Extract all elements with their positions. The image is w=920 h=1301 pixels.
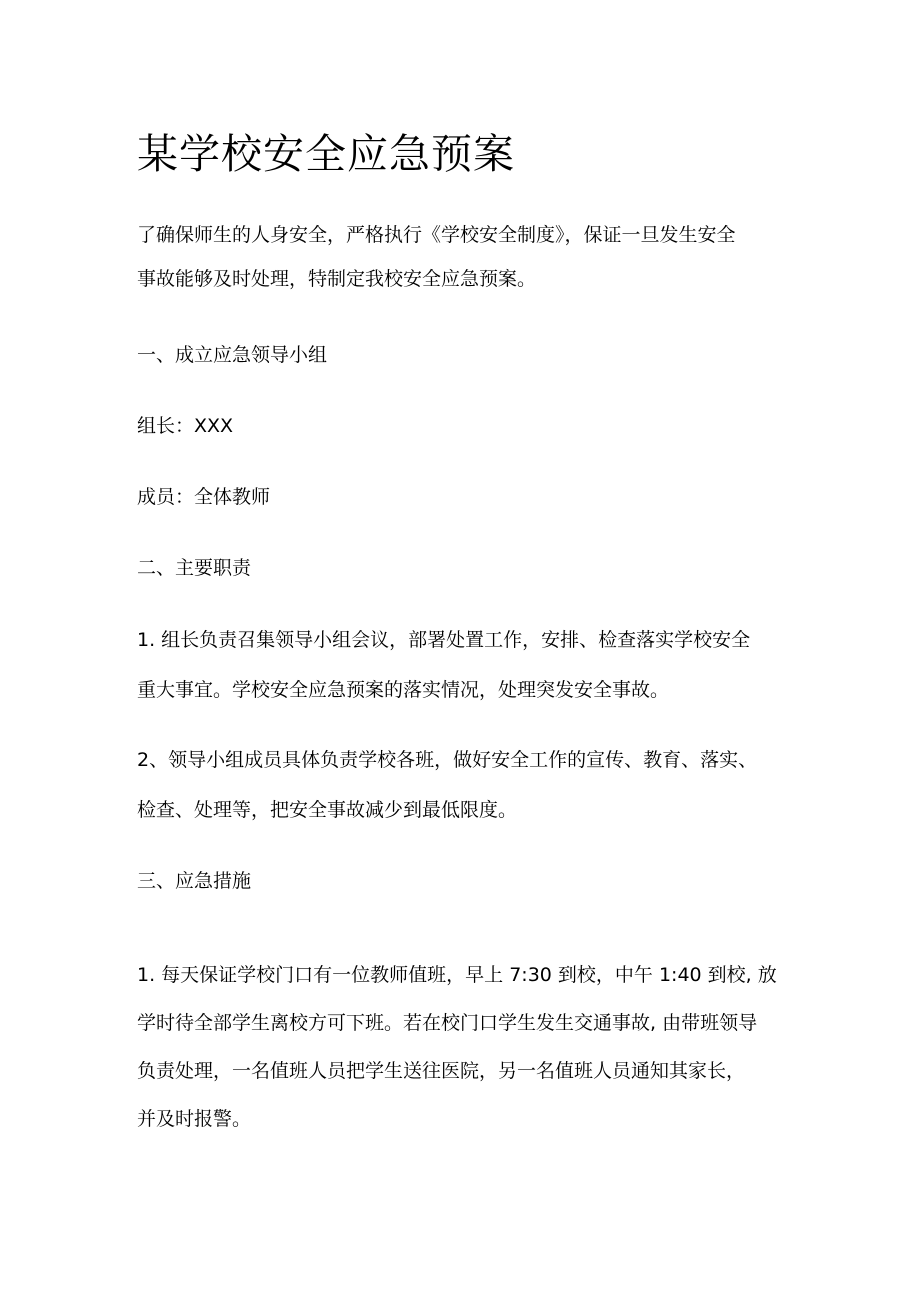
duty-item-1-line-1: 1. 组长负责召集领导小组会议，部署处置工作，安排、检查落实学校安全 — [137, 629, 751, 651]
leader-line: 组长：XXX — [137, 415, 234, 437]
duty-item-2 — [137, 747, 797, 823]
members-line: 成员：全体教师 — [137, 486, 271, 508]
measure-item-1-line-4: 并及时报警。 — [137, 1108, 252, 1130]
duty-item-1 — [137, 627, 797, 703]
duty-item-2-line-1: 2、领导小组成员具体负责学校各班，做好安全工作的宣传、教育、落实、 — [137, 749, 758, 771]
section-1-heading: 一、成立应急领导小组 — [137, 344, 328, 366]
section-2-heading: 二、主要职责 — [137, 557, 252, 579]
document-title: 某学校安全应急预案 — [137, 130, 515, 178]
measure-item-1 — [137, 962, 797, 1132]
section-3-heading: 三、应急措施 — [137, 870, 252, 892]
measure-item-1-line-2: 学时待全部学生离校方可下班。若在校门口学生发生交通事故, 由带班领导 — [137, 1012, 758, 1034]
intro-line-2: 事故能够及时处理，特制定我校安全应急预案。 — [137, 268, 537, 290]
measure-item-1-line-3: 负责处理，一名值班人员把学生送往医院，另一名值班人员通知其家长， — [137, 1060, 746, 1082]
intro-paragraph — [137, 222, 797, 292]
duty-item-2-line-2: 检查、处理等，把安全事故减少到最低限度。 — [137, 799, 518, 821]
duty-item-1-line-2: 重大事宜。学校安全应急预案的落实情况，处理突发安全事故。 — [137, 679, 670, 701]
intro-line-1: 了确保师生的人身安全，严格执行《学校安全制度》，保证一旦发生安全 — [137, 224, 736, 246]
measure-item-1-line-1: 1. 每天保证学校门口有一位教师值班，早上 7:30 到校，中午 1:40 到校, 放 — [137, 964, 777, 986]
